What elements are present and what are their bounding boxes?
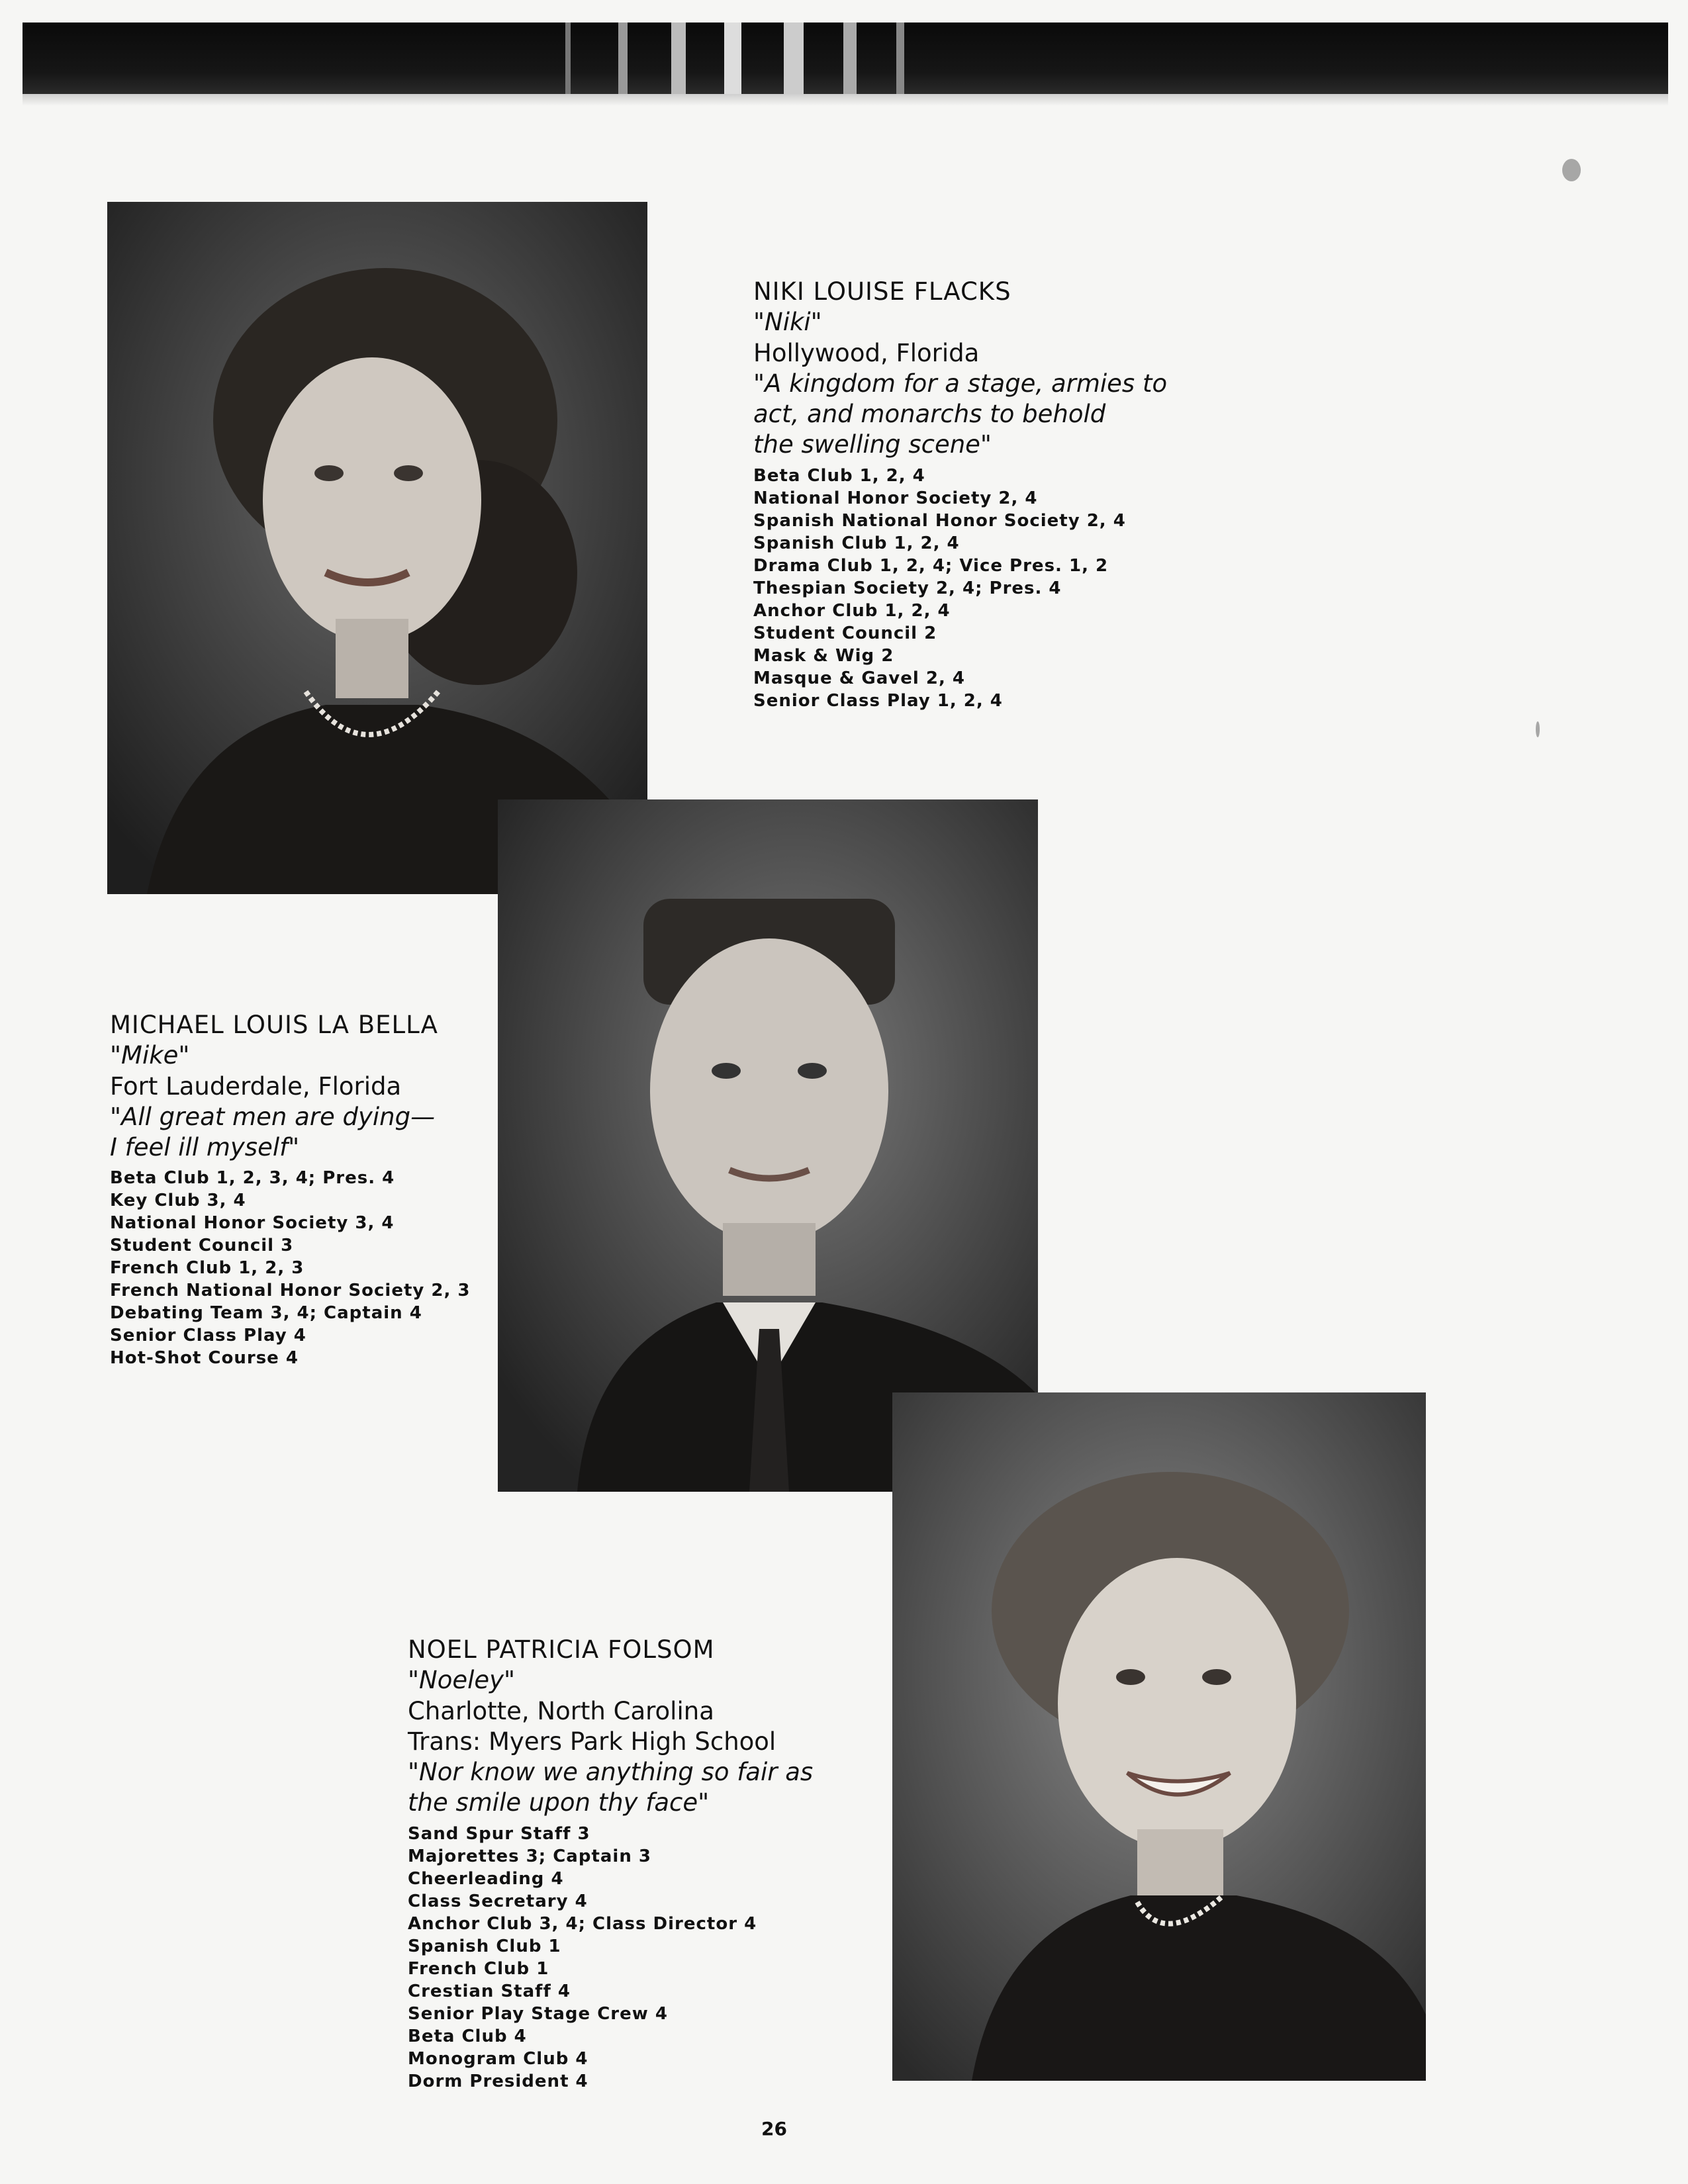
activity-item: Senior Play Stage Crew 4 — [408, 2003, 668, 2024]
activity-item: Senior Class Play 1, 2, 4 — [753, 690, 1003, 711]
activity-item: Student Council 2 — [753, 623, 937, 643]
activity-item: Mask & Wig 2 — [753, 645, 894, 666]
activity-item: Cheerleading 4 — [408, 1868, 564, 1889]
activity-item: Spanish Club 1 — [408, 1936, 561, 1956]
activity-item: Thespian Society 2, 4; Pres. 4 — [753, 578, 1062, 598]
activity-item: Student Council 3 — [110, 1236, 294, 1256]
activity-item: Spanish Club 1, 2, 4 — [753, 533, 960, 553]
activity-item: Class Secretary 4 — [408, 1891, 588, 1911]
scan-dark-border — [23, 23, 1668, 94]
activity-item: Senior Class Play 4 — [110, 1326, 306, 1346]
activity-item: Spanish National Honor Society 2, 4 — [753, 510, 1126, 531]
student-transfer-school: Trans: Myers Park High School — [408, 1727, 776, 1756]
student-entry-niki — [753, 277, 1167, 712]
student-entry-michael — [110, 1010, 471, 1369]
activity-item: National Honor Society 2, 4 — [753, 488, 1038, 508]
student-nickname: "Noeley" — [408, 1666, 516, 1695]
student-nickname: "Mike" — [110, 1041, 190, 1070]
activities-list — [110, 1167, 471, 1369]
activities-list — [408, 1823, 813, 2093]
student-name: NIKI LOUISE FLACKS — [753, 277, 1011, 306]
student-hometown: Fort Lauderdale, Florida — [110, 1071, 402, 1101]
activity-item: Sand Spur Staff 3 — [408, 1823, 590, 1844]
activity-item: National Honor Society 3, 4 — [110, 1213, 395, 1234]
activity-item: Masque & Gavel 2, 4 — [753, 668, 965, 688]
activity-item: Majorettes 3; Captain 3 — [408, 1846, 651, 1866]
activity-item: Beta Club 1, 2, 4 — [753, 465, 925, 486]
student-entry-noel — [408, 1635, 813, 2093]
scan-edge-shadow — [23, 94, 1668, 106]
student-hometown: Charlotte, North Carolina — [408, 1696, 714, 1725]
page-number: 26 — [761, 2118, 787, 2140]
senior-quote-line: I feel ill myself" — [110, 1133, 300, 1161]
portrait-photo-noel — [892, 1392, 1426, 2081]
activity-item: Key Club 3, 4 — [110, 1191, 246, 1211]
senior-quote-line: the smile upon thy face" — [408, 1788, 710, 1817]
student-name: NOEL PATRICIA FOLSOM — [408, 1635, 715, 1664]
scan-speckle — [1536, 721, 1540, 737]
activities-list — [753, 465, 1167, 712]
activity-item: Debating Team 3, 4; Captain 4 — [110, 1303, 422, 1324]
student-nickname: "Niki" — [753, 308, 822, 337]
activity-item: Crestian Staff 4 — [408, 1981, 571, 2001]
senior-quote-line: the swelling scene" — [753, 430, 992, 459]
activity-item: Anchor Club 3, 4; Class Director 4 — [408, 1913, 757, 1934]
activity-item: Beta Club 4 — [408, 2026, 527, 2046]
senior-quote-line: "Nor know we anything so fair as — [408, 1758, 814, 1786]
activity-item: Dorm President 4 — [408, 2071, 588, 2091]
activity-item: Drama Club 1, 2, 4; Vice Pres. 1, 2 — [753, 555, 1109, 576]
senior-quote-line: act, and monarchs to behold — [753, 400, 1106, 428]
activity-item: Beta Club 1, 2, 3, 4; Pres. 4 — [110, 1168, 395, 1189]
portrait-photo-niki — [107, 202, 647, 894]
activity-item: French Club 1, 2, 3 — [110, 1258, 305, 1279]
activity-item: Monogram Club 4 — [408, 2048, 588, 2069]
activity-item: Anchor Club 1, 2, 4 — [753, 600, 951, 621]
student-name: MICHAEL LOUIS LA BELLA — [110, 1011, 438, 1039]
activity-item: French Club 1 — [408, 1958, 549, 1979]
senior-quote-line: "All great men are dying— — [110, 1102, 436, 1131]
portrait-photo-michael — [498, 799, 1038, 1492]
senior-quote-line: "A kingdom for a stage, armies to — [753, 369, 1168, 398]
activity-item: French National Honor Society 2, 3 — [110, 1281, 471, 1301]
student-hometown: Hollywood, Florida — [753, 338, 980, 367]
scan-speckle — [1562, 159, 1581, 181]
activity-item: Hot-Shot Course 4 — [110, 1348, 299, 1369]
